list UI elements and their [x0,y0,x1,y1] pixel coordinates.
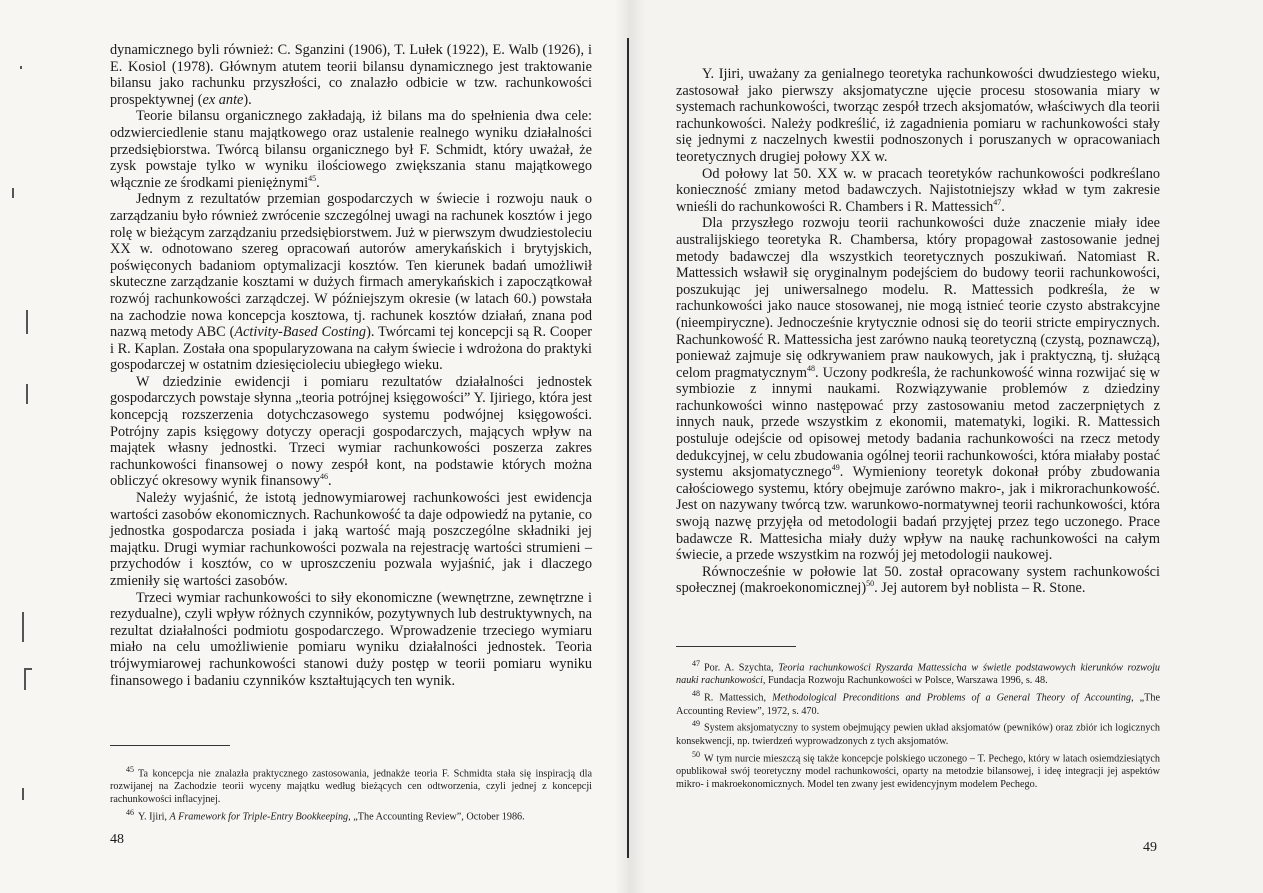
paragraph [110,490,592,590]
text-run: Y. Ijiri, [138,811,170,823]
footnote-number: 50 [692,749,700,759]
italic-text: Methodological Preconditions and Problems of a General Theory of Accounting [772,692,1132,704]
italic-text: A Framework for Triple-Entry Bookkeeping [169,811,349,823]
footnote-number: 45 [126,765,134,774]
text-run: . [328,473,332,490]
italic-text: Activity-Based Costing [234,324,367,341]
scan-mark [20,66,22,69]
scan-mark [22,788,24,800]
paragraph [676,66,1160,166]
footnote [676,688,1160,718]
right-footnotes [676,658,1160,792]
text-run: dynamicznego byli również: C. Sganzini (1906), T. Lułek (1922), E. Walb (1926), i E. Kosiol (1978). Głównym atutem teorii bilansu dynamicznego jest traktowanie bilansu jako rachunku przyszłości, co znalazło odbicie w tzw. rachunkowości prospektywnej ( [110,42,592,108]
paragraph [110,42,592,108]
footnote [676,658,1160,688]
text-run: Y. Ijiri, uważany za genialnego teoretyka rachunkowości dwudziestego wieku, zastosował jako pierwszy aksjomatyczne ujęcie procesu stosowania miary w systemach rachunkowości, tworząc zespół trzech aksjomatów, właściwych dla teorii rachunkowości. Należy podkreślić, iż zagadnienia pomiaru w rachunkowości stały się jednymi z naczelnych kwestii podnoszonych i poruszanych w opracowaniach teoretycznych drugiej połowy XX w. [676,66,1160,165]
text-run: W dziedzinie ewidencji i pomiaru rezultatów działalności jednostek gospodarczych powstaje słynna „teoria potrójnej księgowości” Y. Ijiriego, która jest koncepcją rozszerzenia dotychczasowego systemu podwójnej księgowości. Potrójny zapis księgowy dotyczy operacji gospodarczych, mających wpływ na majątek własny jednostki. Trzeci wymiar rachunkowości poszerza zakres rachunkowości finansowej o nowy zespół kont, na podstawie których można obliczyć okresowy wynik finansowy [110,373,592,490]
scan-mark [22,612,24,642]
text-run: . Uczony podkreśla, że rachunkowość winna rozwijać się w symbiozie z innymi naukami. Rozwiązywanie problemów z dziedziny rachunkowości winno następować przy zastosowaniu metod zaczerpniętych z innych nauk, przede wszystkim z ekonomii, matematyki, logiki. R. Mattessich postuluje odejście od opisowej metody badania rachunkowości na rzecz metody dedukcyjnej, w celu zbudowania ogólnej teorii rachunkowości, która miałaby postać systemu aksjomatycznego [676,364,1160,481]
left-page [0,0,628,893]
text-run: Należy wyjaśnić, że istotą jednowymiarowej rachunkowości jest ewidencja wartości zasobów ekonomicznych. Rachunkowość ta daje odpowiedź na pytanie, co jednostka gospodarcza posiada i jaką wartość mają poszczególne składniki jej majątku. Drugi wymiar rachunkowości pozwala na rejestrację wartości strumieni – przychodów i kosztów, co w uproszczeniu pozwala wyjaśnić, jak i dlaczego zmieniły się wartości zasobów. [110,490,592,589]
footnote-ref: 50 [866,579,875,589]
paragraph [110,108,592,191]
paragraph [676,166,1160,216]
text-run: . [1001,198,1005,215]
footnote-number: 47 [692,659,700,668]
left-footnotes [110,764,592,824]
footnote-number: 48 [692,689,700,699]
footnote [676,718,1160,748]
footnote-number: 46 [126,808,134,818]
right-body-text [676,66,1160,597]
paragraph [110,191,592,374]
text-run: Dla przyszłego rozwoju teorii rachunkowości duże znaczenie miały idee australijskiego teoretyka R. Chambersa, który propagował zastosowanie jednej metody badawczej dla wszystkich teoretycznych poszukiwań. Natomiast R. Mattessich wsławił się oryginalnym podejściem do budowy teorii rachunkowości, poszukując jej uniwersalnego modelu. R. Mattessich podkreśla, że w rachunkowości jako nauce stosowanej, nie mogą istnieć teorie czysto abstrakcyjne (nieempiryczne). Jednocześnie krytycznie odnosi się do teorii stricte empirycznych. Rachunkowość R. Mattessicha jest zarówno nauką teoretyczną (czystą, poznawczą), ponieważ zajmuje się odkrywaniem praw naukowych, jak i praktyczną, tj. służącą celom pragmatycznym [676,215,1160,381]
left-body-text [110,42,592,689]
scan-mark [26,310,28,334]
footnote-ref: 47 [993,197,1002,207]
text-run: . Wymieniony teoretyk dokonał próby zbudowania całościowego systemu, który obejmuje zarówno makro-, jak i mikrorachunkowość. Jest on nazywany twórcą tzw. warunkowo-normatywnej teorii rachunkowości, która swoją nazwę przyjęła od metodologii badań przyjętej przez tego uczonego. Prace badawcze R. Mattesicha miały duży wpływ na naukę rachunkowości na całym świecie, a przede wszystkim na rozwój jej metodologii naukowej. [676,464,1160,564]
footnote-ref: 45 [308,173,317,183]
scan-mark [26,384,28,404]
paragraph [110,590,592,690]
paragraph [676,564,1160,597]
italic-text: ex ante [202,91,244,108]
paragraph [676,215,1160,563]
text-run: ). Twórcami tej koncepcji są R. Cooper i R. Kaplan. Została ona spopularyzowana na całym świecie i wdrożona do praktyki gospodarczej w ostatnim dziesięcioleciu ubiegłego wieku. [110,324,592,374]
footnote-separator [110,745,230,746]
text-run: Teorie bilansu organicznego zakładają, iż bilans ma do spełnienia dwa cele: odzwierciedlenie stanu majątkowego oraz ustalenie realnego wyniku działalności przedsiębiorstwa. Twórcą bilansu organicznego był F. Schmidt, który uważał, że zysk powstaje tylko w wyniku ilościowego zwiększania stanu majątkowego włącznie ze środkami pieniężnymi [110,108,592,191]
text-run: . Jej autorem był noblista – R. Stone. [874,580,1086,597]
text-run: W tym nurcie mieszczą się także koncepcje polskiego uczonego – T. Pechego, który w latach osiemdziesiątych opublikował swój teoretyczny model rachunkowości, oparty na metodzie bilansowej, i ideę integracji jej aspektów mikro- i makroekonomicznych. Model ten zwany jest ewidencyjnym modelem Pechego. [676,753,1160,790]
scan-mark [12,188,14,198]
footnote-separator [676,646,796,647]
page-number-left: 48 [110,832,124,847]
page-number-right: 49 [1143,840,1157,855]
footnote-ref: 49 [831,463,840,473]
footnote-ref: 46 [320,472,329,482]
paragraph [110,374,592,490]
scan-mark [24,668,26,690]
text-run: , Fundacja Rozwoju Rachunkowości w Polsce, Warszawa 1996, s. 48. [762,675,1048,687]
italic-text: Teoria rachunkowości Ryszarda Mattessicha w świetle podstawowych kierunków rozwoju nauki rachunkowości [676,662,1160,687]
text-run: Por. A. Szychta, [704,662,779,674]
text-run: R. Mattessich, [704,692,773,704]
footnote-number: 49 [692,719,700,729]
footnote [676,749,1160,792]
text-run: . [316,174,320,191]
text-run: ). [243,91,252,108]
text-run: Ta koncepcja nie znalazła praktycznego zastosowania, jednakże teoria F. Schmidta stała się inspiracją dla rozwijanej na Zachodzie teorii wyceny majątku według bieżących cen odtworzenia, czyli jednej z koncepcji rachunkowości inflacyjnej. [110,768,592,806]
text-run: Trzeci wymiar rachunkowości to siły ekonomiczne (wewnętrzne, zewnętrzne i rezydualne), czyli wpływ różnych czynników, pozytywnych lub destruktywnych, na rezultat działalności podmiotu gospodarczego. Wprowadzenie trzeciego wymiaru miało na celu umożliwienie pomiaru wyniku działalności jednostek. Teoria trójwymiarowej rachunkowości stanowi duży postęp w teorii pomiaru wyniku finansowego i badaniu czynników kształtujących ten wynik. [110,589,592,689]
footnote [110,764,592,807]
text-run: Jednym z rezultatów przemian gospodarczych w świecie i rozwoju nauk o zarządzaniu było również zwrócenie szczególnej uwagi na rachunek kosztów i jego rolę w bieżącym zarządzaniu przedsiębiorstwem. Już w pierwszym dwudziestoleciu XX w. odnotowano szereg opracowań autorów amerykańskich i brytyjskich, poświęconych badaniom optymalizacji kosztów. Ten kierunek badań umożliwił skuteczne zarządzanie kosztami w dużych firmach amerykańskich i zapoczątkował rozwój rachunkowości zarządczej. W późniejszym okresie (w latach 60.) powstała na zachodzie nowa koncepcja kosztowa, tj. rachunek kosztów działań, znana pod nazwą metody ABC ( [110,191,592,341]
footnote-ref: 48 [807,363,816,373]
text-run: Od połowy lat 50. XX w. w pracach teoretyków rachunkowości podkreślano konieczność zmiany metod badawczych. Najistotniejszy wkład w tym zakresie wnieśli do rachunkowości R. Chambers i R. Mattessich [676,165,1160,215]
footnote [110,807,592,824]
text-run: System aksjomatyczny to system obejmujący pewien układ aksjomatów (pewników) oraz zbiór ich logicznych konsekwencji, np. twierdzeń wyprowadzonych z tych aksjomatów. [676,722,1160,747]
text-run: , „The Accounting Review”, October 1986. [348,811,525,823]
text-run: , „The Accounting Review”, 1972, s. 470. [676,692,1161,717]
text-run: Równocześnie w połowie lat 50. został opracowany system rachunkowości społecznej (makroekonomicznej) [676,563,1160,597]
